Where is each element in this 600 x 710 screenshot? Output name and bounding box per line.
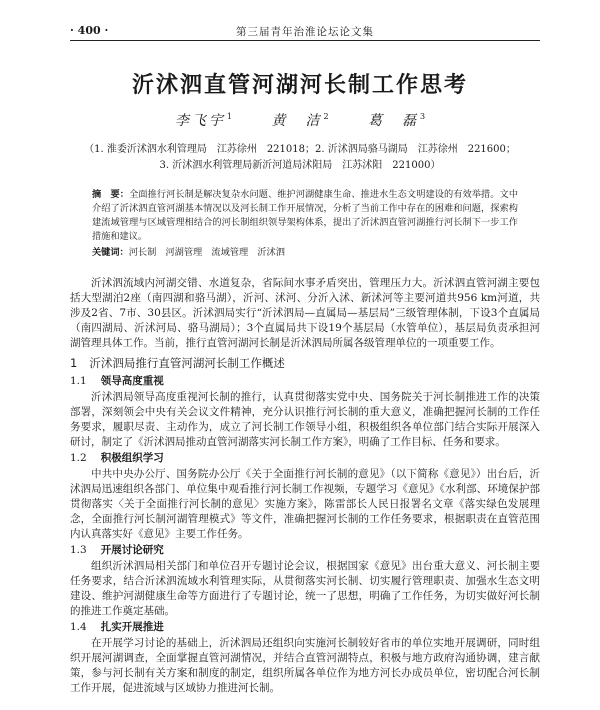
heading-title: 领导高度重视 <box>100 375 164 387</box>
author: 黄 洁$^2$ <box>271 112 329 129</box>
keywords-text: 河长制 河湖管理 流域管理 沂沭泗 <box>128 247 285 258</box>
keywords-label: 关键词： <box>92 247 129 258</box>
subsection-heading <box>70 620 540 635</box>
section-heading <box>70 355 540 371</box>
affiliations <box>60 142 540 174</box>
affiliation-line: 3. 沂沭泗水利管理局新沂河道局沭阳局 江苏沭阳 221000） <box>159 160 441 171</box>
body-paragraph: 中共中央办公厅、国务院办公厅《关于全面推行河长制的意见》（以下简称《意见》）出台后，沂沭泗局迅速组织各部门、单位集中观看推行河长制工作视频，专题学习《意见》《水利部、环境保护部贯彻落实〈关于全面推行河长制的意见〉实施方案》，陈雷部长人民日报署名文章《落实绿色发展理念，全面推行河长制河湖管理模式》等文件，准确把握河长制的工作任务要求，根据职责在直管范围内认真落实好《意见》主要工作任务。 <box>70 468 540 540</box>
subsection-heading <box>70 451 540 466</box>
paper-title: 沂沭泗直管河湖河长制工作思考 <box>131 73 468 98</box>
heading-title: 开展讨论研究 <box>100 544 164 556</box>
subsection-heading <box>70 374 540 389</box>
author: 葛 磊$^3$ <box>368 112 426 129</box>
abstract-label: 摘 要： <box>92 189 130 200</box>
heading-number: 1.2 <box>70 452 87 464</box>
running-header <box>70 24 540 41</box>
journal-name: 第三届青年治淮论坛论文集 <box>236 26 374 38</box>
heading-title: 沂沭泗局推行直管河湖河长制工作概述 <box>89 356 285 370</box>
abstract-text: 全面推行河长制是解决复杂水问题、维护河湖健康生命、推进水生态文明建设的有效举措。文中介绍了沂沭泗直管河湖基本情况以及河长制工作开展情况，分析了当前工作中存在的困难和问题，探索构建流域管理与区域管理相结合的河长制组织领导架构体系，提出了沂沭泗直管河湖推行河长制下一步工作措施和建议。 <box>92 189 519 242</box>
abstract <box>92 188 518 244</box>
author-list <box>0 110 600 130</box>
paper-body <box>70 276 540 696</box>
heading-number: 1.3 <box>70 544 87 556</box>
body-paragraph: 组织沂沭泗局相关部门和单位召开专题讨论会议，根据国家《意见》出台重大意义、河长制主要任务要求，结合沂沭泗流域水利管理实际，从贯彻落实河长制、切实履行管理职责、加强水生态文明建设、维护河湖健康生命等方面进行了专题讨论，统一了思想，明确了工作任务，为切实做好河长制的推进工作奠定基础。 <box>70 560 540 617</box>
heading-number: 1 <box>70 356 78 370</box>
heading-title: 积极组织学习 <box>100 452 164 464</box>
affiliation-line: （1. 淮委沂沭泗水利管理局 江苏徐州 221018；2. 沂沭泗局骆马湖局 江苏徐州 221600； <box>84 144 516 155</box>
page-number: · 400 · <box>70 24 109 37</box>
heading-title: 扎实开展推进 <box>100 621 164 633</box>
body-paragraph: 沂沭泗流域内河湖交错、水道复杂，省际间水事矛盾突出，管理压力大。沂沭泗直管河湖主要包括大型湖泊2座（南四湖和骆马湖），沂河、沭河、分沂入沭、新沭河等主要河道共956 km河道，共涉及2省、7市、30县区。沂沭泗局实行“沂沭泗局—直属局—基层局”三级管理体制，下设3个直属局（南四湖局、沂沭河局、骆马湖局）；3个直属局共下设19个基层局（水管单位），基层局负责承担河湖管理具体工作。当前，推行直管河湖河长制是沂沭泗局所属各级管理单位的一项重要工作。 <box>70 277 540 349</box>
heading-number: 1.4 <box>70 621 87 633</box>
subsection-heading <box>70 543 540 558</box>
author: 李飞宇$^1$ <box>174 112 232 129</box>
body-paragraph: 沂沭泗局领导高度重视河长制的推行，认真贯彻落实党中央、国务院关于河长制推进工作的决策部署，深刻领会中央有关会议文件精神，充分认识推行河长制的重大意义，准确把握河长制的工作任务要求，履职尽责、主动作为，成立了河长制工作领导小组，积极组织各单位部门结合实际开展深入研讨，制定了《沂沭泗局推动直管河湖落实河长制工作方案》，明确了工作目标、任务和要求。 <box>70 391 540 448</box>
heading-number: 1.1 <box>70 375 87 387</box>
keywords <box>92 246 518 260</box>
body-paragraph: 在开展学习讨论的基础上，沂沭泗局还组织向实施河长制较好省市的单位实地开展调研，同时组织开展河湖调查，全面掌握直管河湖情况，并结合直管河湖特点，积极与地方政府沟通协调，建言献策，参与河长制有关方案和制度的制定，组织所属各单位作为地方河长办成员单位，密切配合河长制工作开展，促进流域与区域协力推进河长制。 <box>70 637 540 694</box>
